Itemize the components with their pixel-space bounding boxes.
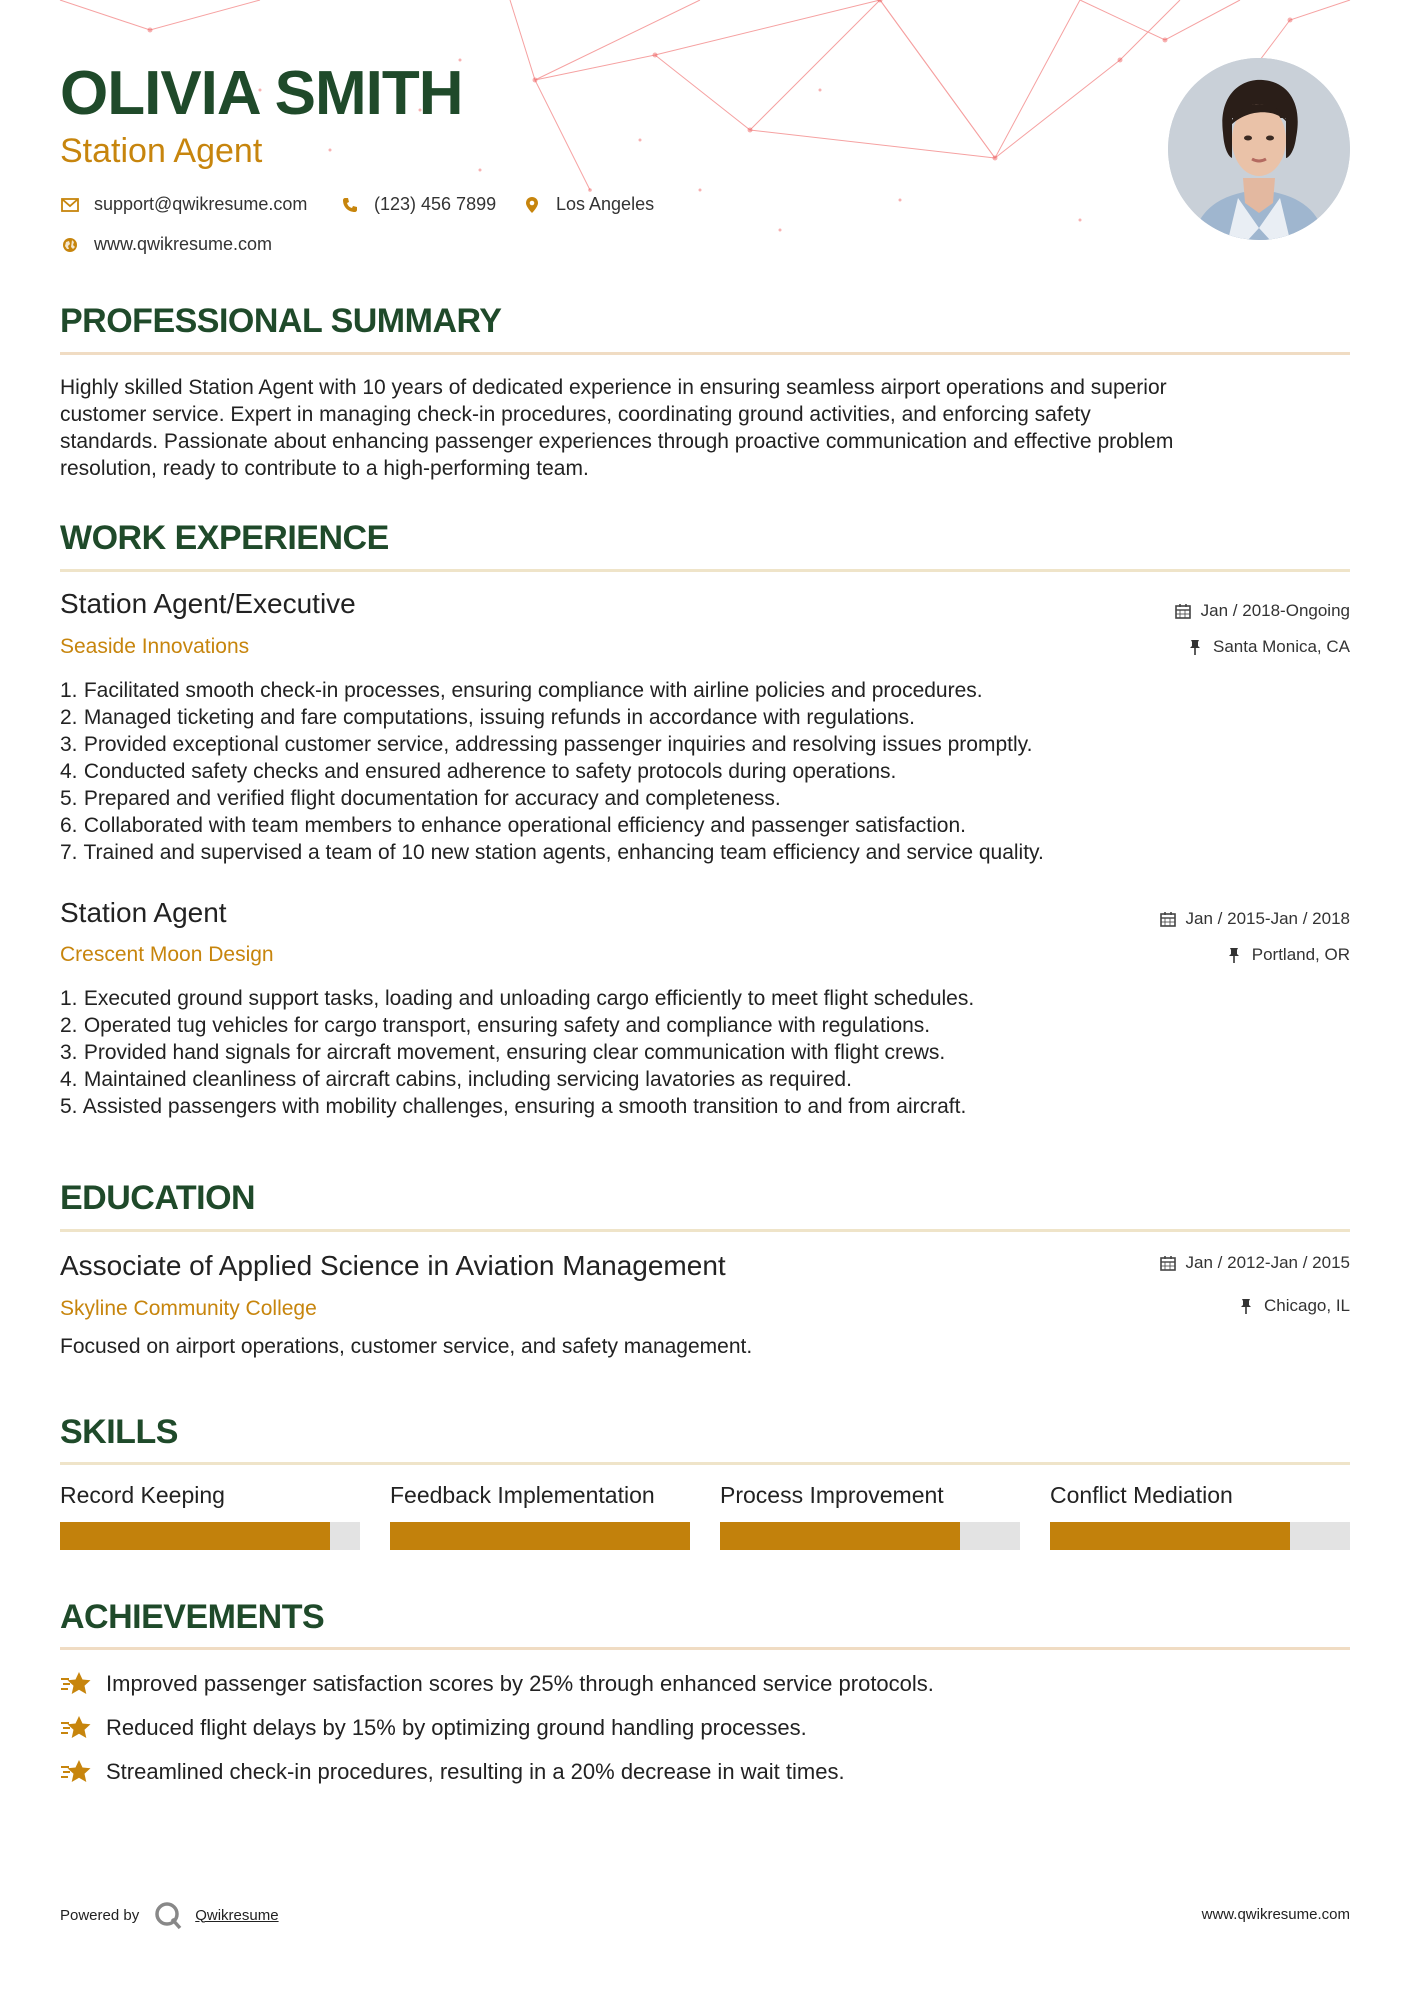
skill-item (390, 1482, 690, 1550)
skill-name: Conflict Mediation (1050, 1482, 1233, 1508)
job-dates-text: Jan / 2015-Jan / 2018 (1185, 909, 1350, 928)
contact-phone[interactable] (340, 194, 496, 215)
education-school: Skyline Community College (60, 1297, 317, 1320)
education-description: Focused on airport operations, customer service, and safety management. (60, 1335, 753, 1358)
summary-text (60, 374, 1350, 482)
calendar-icon (1174, 602, 1192, 620)
pushpin-icon (1186, 638, 1204, 656)
summary-heading: PROFESSIONAL SUMMARY (60, 302, 502, 340)
education-location (1237, 1296, 1350, 1316)
job-dates (1159, 909, 1350, 929)
achievement-text: Reduced flight delays by 15% by optimizing ground handling processes. (106, 1715, 807, 1740)
job-dates-text: Jan / 2018-Ongoing (1200, 601, 1350, 620)
skill-name: Process Improvement (720, 1482, 944, 1508)
globe-icon (60, 235, 80, 255)
achievements-heading: ACHIEVEMENTS (60, 1598, 325, 1636)
candidate-title: Station Agent (60, 132, 263, 170)
skills-heading: SKILLS (60, 1413, 178, 1451)
skill-bar-fill (390, 1522, 690, 1550)
summary-divider (60, 352, 1350, 355)
list-item: 4. Maintained cleanliness of aircraft cabins, including servicing lavatories as required. (60, 1068, 852, 1091)
pushpin-icon (1237, 1297, 1255, 1315)
phone-icon (340, 195, 360, 215)
skill-bar (1050, 1522, 1350, 1550)
email-text: support@qwikresume.com (94, 194, 308, 214)
envelope-icon (60, 195, 80, 215)
phone-text: (123) 456 7899 (374, 194, 497, 214)
job-role: Station Agent (60, 897, 227, 928)
achievement-item (60, 1714, 807, 1742)
powered-by-text: Powered by (60, 1906, 140, 1924)
profile-photo (1168, 58, 1350, 240)
skill-bar (720, 1522, 1020, 1550)
job-location-text: Portland, OR (1251, 945, 1350, 964)
achievements-divider (60, 1647, 1350, 1650)
star-icon (60, 1670, 92, 1698)
achievement-text: Streamlined check-in procedures, resulting in a 20% decrease in wait times. (106, 1759, 845, 1784)
map-pin-icon (522, 195, 542, 215)
star-icon (60, 1758, 92, 1786)
education-dates-text: Jan / 2012-Jan / 2015 (1185, 1253, 1350, 1272)
candidate-name: OLIVIA SMITH (60, 59, 463, 128)
summary-line: Highly skilled Station Agent with 10 years of dedicated experience in ensuring seamless airport operations and superior (60, 376, 1167, 399)
calendar-icon (1159, 1254, 1177, 1272)
education-degree: Associate of Applied Science in Aviation Management (60, 1250, 726, 1281)
footer-powered-by (60, 1900, 279, 1930)
location-text: Los Angeles (556, 194, 655, 214)
job-responsibilities (60, 677, 1350, 866)
job-company: Seaside Innovations (60, 635, 250, 658)
achievement-item (60, 1670, 934, 1698)
job-location (1225, 945, 1350, 965)
job-dates (1174, 601, 1350, 621)
skill-bar (60, 1522, 360, 1550)
skill-bar-fill (60, 1522, 330, 1550)
education-divider (60, 1229, 1350, 1232)
footer-website-link[interactable]: www.qwikresume.com (1201, 1906, 1350, 1923)
list-item: 2. Managed ticketing and fare computations, issuing refunds in accordance with regulations. (60, 706, 915, 729)
website-text: www.qwikresume.com (94, 234, 273, 254)
list-item: 3. Provided hand signals for aircraft movement, ensuring clear communication with flight crews. (60, 1041, 946, 1064)
list-item: 4. Conducted safety checks and ensured adherence to safety protocols during operations. (60, 760, 897, 783)
experience-heading: WORK EXPERIENCE (60, 519, 389, 557)
list-item: 2. Operated tug vehicles for cargo transport, ensuring safety and compliance with regulations. (60, 1014, 931, 1037)
list-item: 5. Prepared and verified flight documentation for accuracy and completeness. (60, 787, 781, 810)
job-responsibilities (60, 985, 1350, 1120)
qwikresume-logo-icon (153, 1900, 183, 1930)
skill-name: Feedback Implementation (390, 1482, 655, 1508)
achievement-text: Improved passenger satisfaction scores by 25% through enhanced service protocols. (106, 1671, 934, 1696)
job-location (1186, 637, 1350, 657)
skill-bar-fill (720, 1522, 960, 1550)
job-role: Station Agent/Executive (60, 588, 356, 619)
job-location-text: Santa Monica, CA (1212, 637, 1350, 656)
qwikresume-link[interactable]: Qwikresume (195, 1906, 279, 1924)
contact-email[interactable] (60, 194, 307, 215)
pushpin-icon (1225, 946, 1243, 964)
skill-item (720, 1482, 1020, 1550)
skill-bar-fill (1050, 1522, 1290, 1550)
list-item: 1. Executed ground support tasks, loading and unloading cargo efficiently to meet flight schedules. (60, 987, 975, 1010)
skill-item (1050, 1482, 1350, 1550)
skills-divider (60, 1462, 1350, 1465)
education-location-text: Chicago, IL (1264, 1296, 1350, 1315)
list-item: 5. Assisted passengers with mobility challenges, ensuring a smooth transition to and from aircraft. (60, 1095, 967, 1118)
contact-website[interactable] (60, 234, 272, 255)
job-company: Crescent Moon Design (60, 943, 274, 966)
calendar-icon (1159, 910, 1177, 928)
summary-line: customer service. Expert in managing check-in procedures, coordinating ground activities, and enforcing safety (60, 403, 1091, 426)
list-item: 6. Collaborated with team members to enhance operational efficiency and passenger satisfaction. (60, 814, 966, 837)
star-icon (60, 1714, 92, 1742)
summary-line: resolution, ready to contribute to a high-performing team. (60, 457, 589, 480)
achievement-item (60, 1758, 845, 1786)
list-item: 3. Provided exceptional customer service, addressing passenger inquiries and resolving issues promptly. (60, 733, 1033, 756)
education-dates (1159, 1253, 1350, 1273)
education-heading: EDUCATION (60, 1179, 256, 1217)
list-item: 1. Facilitated smooth check-in processes, ensuring compliance with airline policies and procedures. (60, 679, 983, 702)
skill-bar (390, 1522, 690, 1550)
contact-location (522, 194, 654, 215)
skill-item (60, 1482, 360, 1550)
summary-line: standards. Passionate about enhancing passenger experiences through proactive communication and effective problem (60, 430, 1174, 453)
skill-name: Record Keeping (60, 1482, 225, 1508)
list-item: 7. Trained and supervised a team of 10 new station agents, enhancing team efficiency and service quality. (60, 841, 1044, 864)
experience-divider (60, 569, 1350, 572)
